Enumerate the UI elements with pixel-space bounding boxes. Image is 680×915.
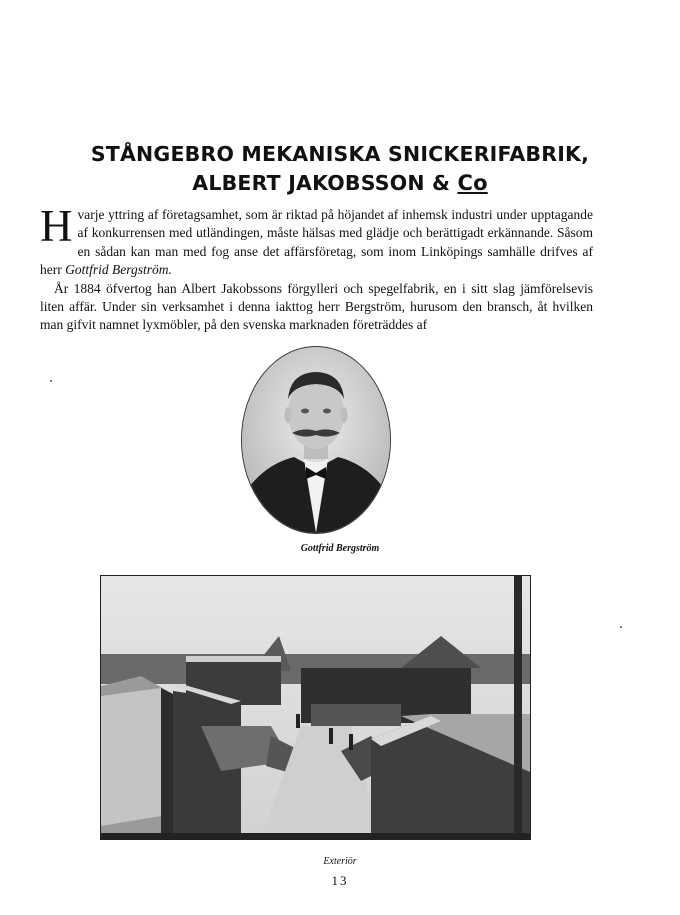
- heading-line-2-text: ALBERT JAKOBSSON &: [192, 171, 458, 195]
- article-body: [40, 201, 593, 335]
- heading-line-1: STÅNGEBRO MEKANISKA SNICKERIFABRIK,: [90, 142, 590, 166]
- portrait-caption: Gottfrid Bergström: [300, 543, 380, 554]
- paragraph-1-name: Gottfrid Bergström.: [65, 262, 172, 278]
- heading-line-2: [0, 169, 680, 198]
- portrait-photo: [241, 346, 391, 534]
- page-number: 13: [331, 873, 349, 888]
- drop-cap: H: [40, 201, 73, 251]
- exterior-photo: [100, 575, 531, 840]
- photo-caption: Exteriör: [323, 856, 357, 867]
- paragraph-1: [40, 201, 593, 280]
- paragraph-1-text: varje yttring af företagsamhet, som är riktad på höjandet af inhemsk industri under upptagande af konkurrensen med utländingen, måste hälsas med glädje och berättigadt erkännande. Såsom en sådan kan man med fog anse det affärsföretag, som inom Linköpings samhälle drifves af herr: [40, 207, 593, 278]
- page-heading: [0, 140, 680, 198]
- paper-speck: [50, 380, 52, 382]
- heading-company-suffix: Co: [457, 171, 488, 195]
- exterior-illustration: [101, 576, 530, 839]
- paragraph-2: År 1884 öfvertog han Albert Jakobssons förgylleri och spegelfabrik, en i sitt slag jämförelsevis liten affär. Under sin verksamhet i denna iakttog herr Bergström, hurusom den bransch, åt hvilken man gifvit namnet lyxmöbler, på den svenska marknaden företräddes af: [40, 280, 593, 333]
- portrait-illustration: [242, 347, 390, 533]
- paper-speck: [620, 626, 622, 628]
